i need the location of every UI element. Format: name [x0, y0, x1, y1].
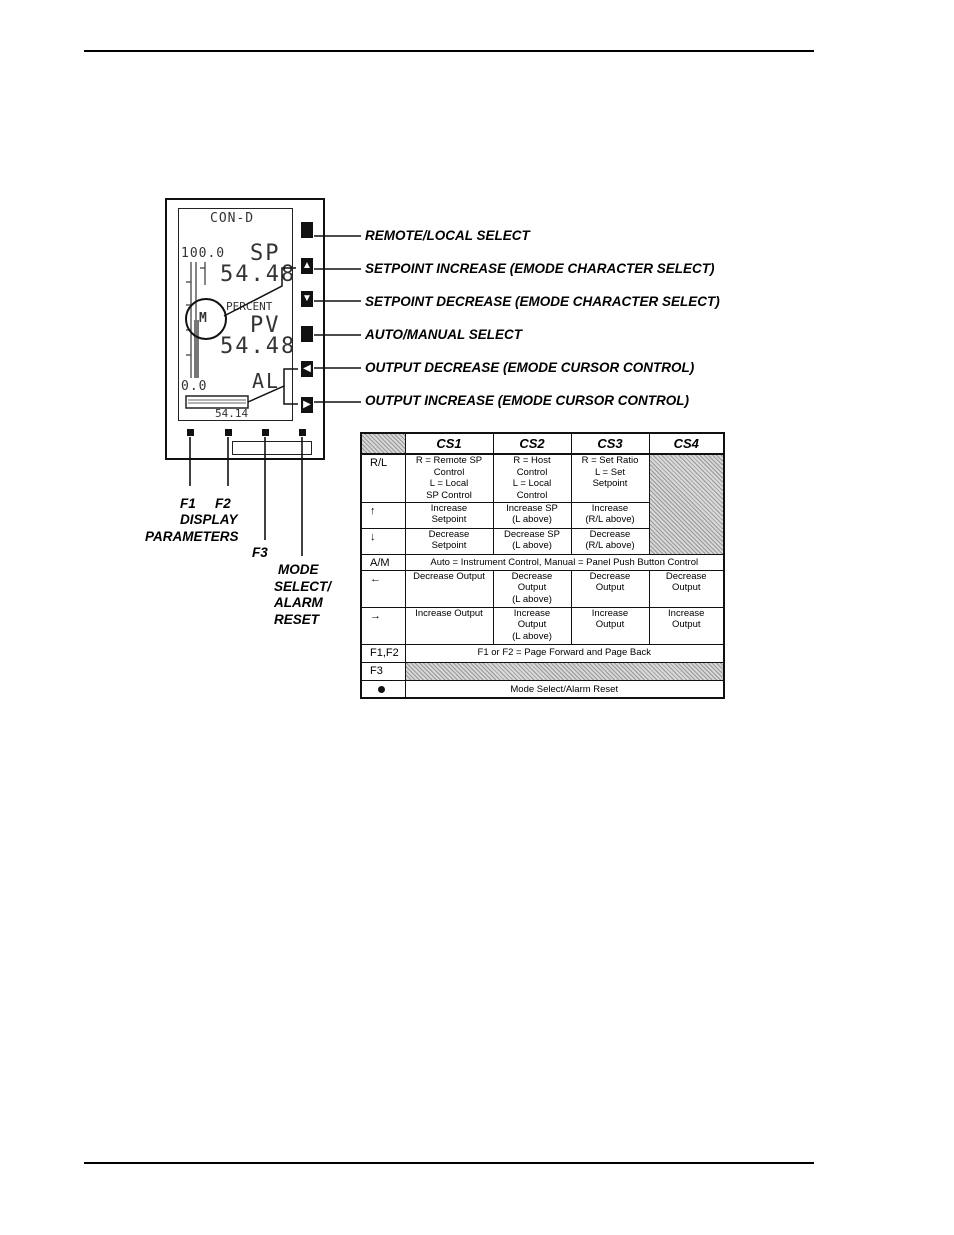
label-select: SELECT/: [274, 579, 332, 594]
setpoint-decrease-button[interactable]: ▼: [301, 291, 313, 307]
cell-f3-shaded: [405, 662, 724, 680]
pv-label: PV: [250, 313, 281, 338]
pv-bar: [194, 320, 199, 378]
bottom-rule: [84, 1162, 814, 1164]
label-alarm: ALARM: [274, 595, 323, 610]
callout-remote-local: REMOTE/LOCAL SELECT: [365, 228, 530, 243]
table-row-left: [361, 570, 724, 607]
scale-min: 0.0: [181, 379, 208, 394]
label-mode: MODE: [278, 562, 319, 577]
output-bar-frame: [186, 396, 248, 408]
setpoint-increase-button[interactable]: ▲: [301, 258, 313, 274]
cell-cs4-shaded: [649, 454, 724, 554]
cell-right-cs1: Increase Output: [405, 607, 493, 644]
cell-rl-cs1: R = Remote SP Control L = Local SP Control: [405, 454, 493, 502]
sp-label: SP: [250, 241, 281, 266]
rowkey-f3: F3: [361, 662, 405, 680]
rowkey-up: ↑: [361, 502, 405, 528]
cell-down-cs3: Decrease (R/L above): [571, 528, 649, 554]
label-f3: F3: [252, 545, 268, 560]
cell-am: Auto = Instrument Control, Manual = Panel Push Button Control: [405, 554, 724, 570]
cell-left-cs4: Decrease Output: [649, 570, 724, 607]
callout-setpoint-increase: SETPOINT INCREASE (EMODE CHARACTER SELECT): [365, 261, 715, 276]
cell-down-cs1: Decrease Setpoint: [405, 528, 493, 554]
rowkey-f1f2: F1,F2: [361, 644, 405, 662]
table-header-row: [361, 433, 724, 454]
mode-circle: [186, 299, 226, 339]
alarm-indicator: AL: [252, 369, 281, 393]
table-row-f3: [361, 662, 724, 680]
callout-auto-manual: AUTO/MANUAL SELECT: [365, 327, 523, 342]
callout-setpoint-decrease: SETPOINT DECREASE (EMODE CHARACTER SELECT): [365, 294, 720, 309]
cell-f1f2: F1 or F2 = Page Forward and Page Back: [405, 644, 724, 662]
mode-indicator: M: [199, 311, 208, 326]
loop-tag: CON-D: [210, 211, 255, 226]
label-parameters: PARAMETERS: [145, 529, 239, 544]
callout-output-increase: OUTPUT INCREASE (EMODE CURSOR CONTROL): [365, 393, 689, 408]
output-readout: 54.14: [215, 407, 249, 420]
output-increase-button[interactable]: ▶: [301, 397, 313, 413]
table-row-f1f2: [361, 644, 724, 662]
cell-right-cs2: Increase Output (L above): [493, 607, 571, 644]
table-row-mode: [361, 680, 724, 698]
table-row-rl: [361, 454, 724, 502]
table-row-right: [361, 607, 724, 644]
cell-mode: Mode Select/Alarm Reset: [405, 680, 724, 698]
cell-rl-cs2: R = Host Control L = Local Control: [493, 454, 571, 502]
units-label: PERCENT: [226, 300, 273, 313]
rowkey-right: →: [361, 607, 405, 644]
header-cs4: CS4: [649, 433, 724, 454]
header-cs2: CS2: [493, 433, 571, 454]
rowkey-left: ←: [361, 570, 405, 607]
output-decrease-button[interactable]: ◀: [301, 361, 313, 377]
cell-up-cs3: Increase (R/L above): [571, 502, 649, 528]
cell-up-cs1: Increase Setpoint: [405, 502, 493, 528]
cell-left-cs1: Decrease Output: [405, 570, 493, 607]
pv-value: 54.48: [220, 334, 297, 359]
rowkey-am: A/M: [361, 554, 405, 570]
rowkey-mode: [361, 680, 405, 698]
label-reset: RESET: [274, 612, 320, 627]
label-f2: F2: [215, 496, 231, 511]
rowkey-rl: R/L: [361, 454, 405, 502]
header-blank: [361, 433, 405, 454]
cell-up-cs2: Increase SP (L above): [493, 502, 571, 528]
scale-max: 100.0: [181, 246, 226, 261]
sp-value: 54.48: [220, 262, 297, 287]
table-row-am: [361, 554, 724, 570]
header-cs1: CS1: [405, 433, 493, 454]
header-cs3: CS3: [571, 433, 649, 454]
cell-left-cs3: Decrease Output: [571, 570, 649, 607]
key-function-table: [360, 432, 725, 699]
cell-rl-cs3: R = Set Ratio L = Set Setpoint: [571, 454, 649, 502]
label-display: DISPLAY: [180, 512, 238, 527]
cell-right-cs3: Increase Output: [571, 607, 649, 644]
cell-down-cs2: Decrease SP (L above): [493, 528, 571, 554]
callout-output-decrease: OUTPUT DECREASE (EMODE CURSOR CONTROL): [365, 360, 695, 375]
label-f1: F1: [180, 496, 196, 511]
output-bar-fill: [188, 400, 246, 403]
cell-left-cs2: Decrease Output (L above): [493, 570, 571, 607]
mode-dot-icon: [378, 686, 385, 693]
rowkey-down: ↓: [361, 528, 405, 554]
cell-right-cs4: Increase Output: [649, 607, 724, 644]
